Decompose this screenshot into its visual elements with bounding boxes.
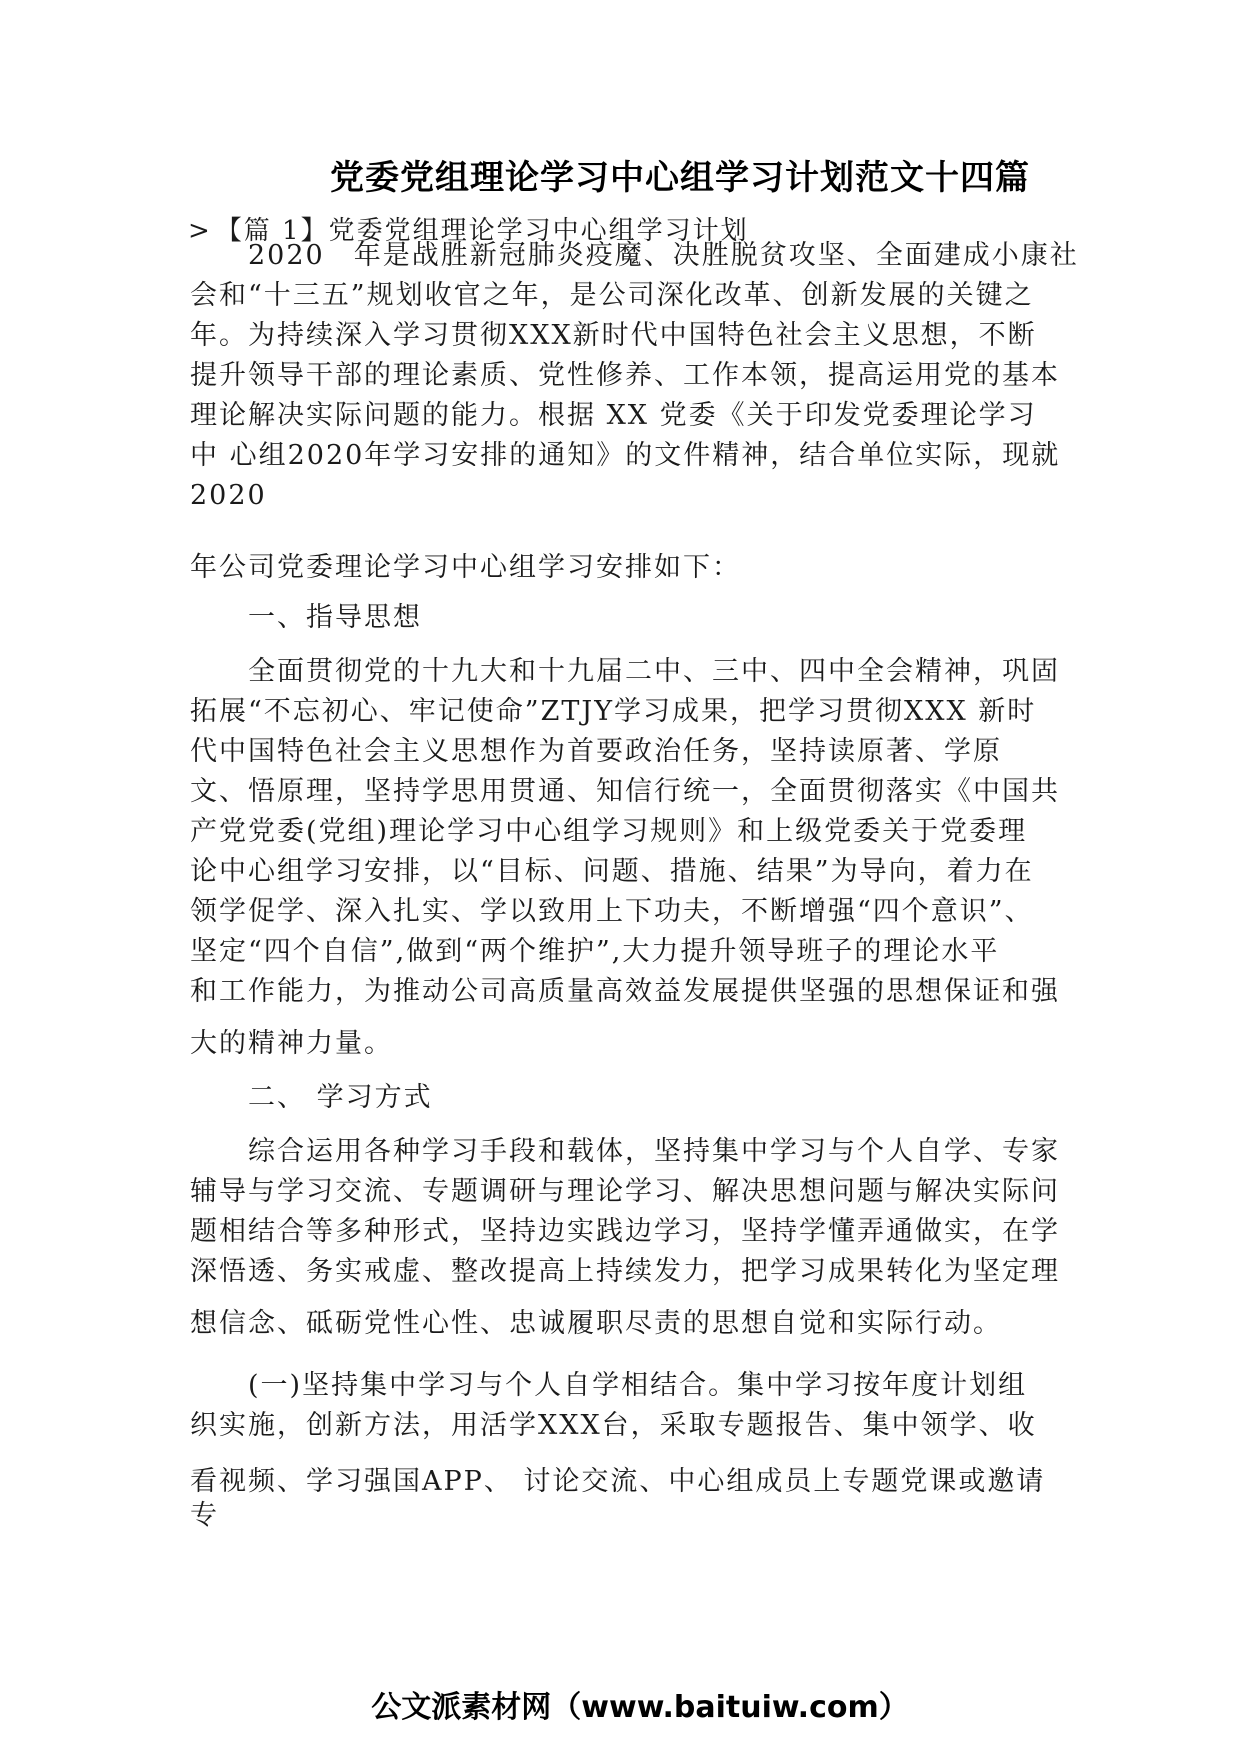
body-line: 专 [190,1500,219,1531]
body-line: 题相结合等多种形式，坚持边实践边学习，坚持学懂弄通做实，在学 [190,1216,1060,1247]
body-line: 产党党委(党组)理论学习中心组学习规则》和上级党委关于党委理 [190,816,1028,847]
body-line: 想信念、砥砺党性心性、忠诚履职尽责的思想自觉和实际行动。 [190,1308,1002,1339]
body-line: 全面贯彻党的十九大和十九届二中、三中、四中全会精神，巩固 [190,656,1060,687]
body-line: 论中心组学习安排，以“目标、问题、措施、结果”为导向，着力在 [190,856,1034,887]
body-line: (一)坚持集中学习与个人自学相结合。集中学习按年度计划组 [190,1370,1028,1401]
document-title: 党委党组理论学习中心组学习计划范文十四篇 [330,158,1030,198]
body-line: 织实施，创新方法，用活学XXX台，采取专题报告、集中领学、收 [190,1410,1037,1441]
body-line: 代中国特色社会主义思想作为首要政治任务，坚持读原著、学原 [190,736,1002,767]
body-line: 深悟透、务实戒虚、整改提高上持续发力，把学习成果转化为坚定理 [190,1256,1060,1287]
section-heading-text: 【篇 1】党委党组理论学习中心组学习计划 [215,216,749,246]
body-line: 年。为持续深入学习贯彻XXX新时代中国特色社会主义思想，不断 [190,320,1037,351]
body-line: 领学促学、深入扎实、学以致用上下功夫，不断增强“四个意识”、 [190,896,1034,927]
body-line: 拓展“不忘初心、牢记使命”ZTJY学习成果，把学习贯彻XXX 新时 [190,696,1037,727]
body-line: 综合运用各种学习手段和载体，坚持集中学习与个人自学、专家 [190,1136,1060,1167]
body-line: 提升领导干部的理论素质、党性修养、工作本领，提高运用党的基本 [190,360,1060,391]
body-line: 会和“十三五”规划收官之年，是公司深化改革、创新发展的关键之 [190,280,1034,311]
body-line: 和工作能力，为推动公司高质量高效益发展提供坚强的思想保证和强 [190,976,1060,1007]
body-line: 辅导与学习交流、专题调研与理论学习、解决思想问题与解决实际问 [190,1176,1060,1207]
body-line: 看视频、学习强国APP、 讨论交流、中心组成员上专题党课或邀请 [190,1466,1046,1497]
body-line: 中 心组2020年学习安排的通知》的文件精神，结合单位实际，现就 [190,440,1061,471]
subheading-guiding-thought: 一、指导思想 [190,602,422,633]
body-line: 大的精神力量。 [190,1028,393,1059]
footer-watermark: 公文派素材网（www.baituiw.com） [371,1690,909,1725]
body-line: 文、悟原理，坚持学思用贯通、知信行统一，全面贯彻落实《中国共 [190,776,1060,807]
body-line: 2020 年是战胜新冠肺炎疫魔、决胜脱贫攻坚、全面建成小康社 [190,240,1079,271]
body-line: 年公司党委理论学习中心组学习安排如下： [190,552,741,583]
subheading-study-methods: 二、 学习方式 [190,1082,433,1113]
body-line: 坚定“四个自信”,做到“两个维护”,大力提升领导班子的理论水平 [190,936,1000,967]
body-line: 理论解决实际问题的能力。根据 XX 党委《关于印发党委理论学习 [190,400,1037,431]
body-line: 2020 [190,480,267,511]
section-marker-icon: > [188,216,212,246]
